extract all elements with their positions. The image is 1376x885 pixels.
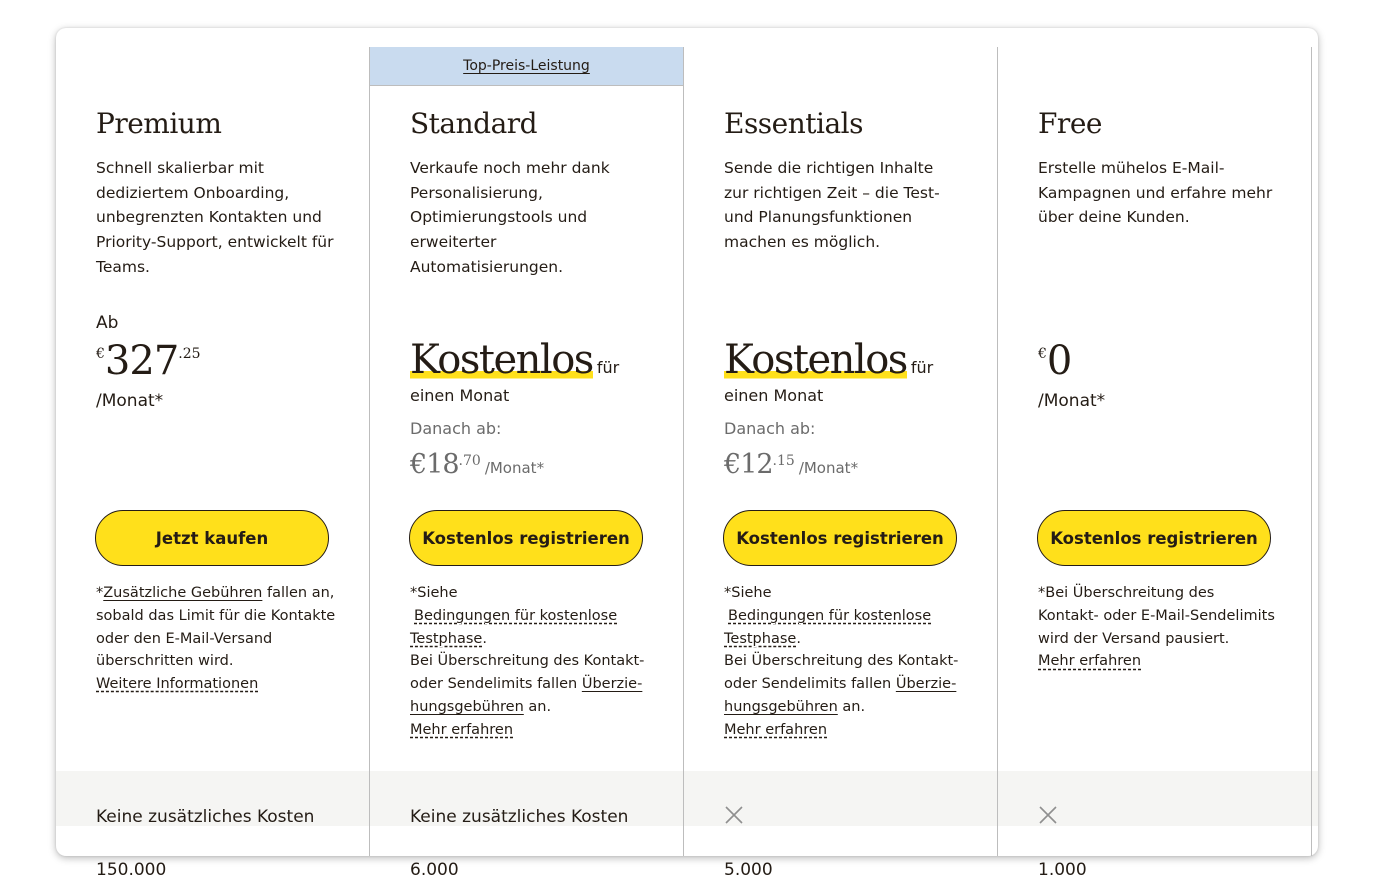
after-currency: €: [724, 449, 741, 480]
fine-print-text: fallen an, sobald das Limit für die Kontakte oder den E-Mail-Versand überschritten wird.: [96, 585, 336, 670]
overage-fees-link[interactable]: Überzie-hungsgebühren: [410, 676, 643, 715]
fine-print-text-end: an.: [842, 698, 866, 715]
additional-fees-link[interactable]: Zusätzliche Gebühren: [103, 585, 263, 601]
free-word: Kostenlos: [410, 337, 593, 383]
free-trial-price: [724, 337, 933, 383]
plan-column-free: [997, 47, 1312, 880]
price-main: 327: [104, 338, 179, 384]
contacts-count: 150.000: [96, 860, 167, 880]
fine-print-star: *Siehe: [410, 585, 458, 601]
price-period: /Monat*: [96, 391, 164, 411]
after-label: Danach ab:: [410, 419, 502, 438]
free-suffix: für: [596, 358, 620, 377]
plan-column-standard: [369, 47, 683, 880]
fine-print-text: *Bei Überschreitung des Kontakt- oder E-Mail-Sendelimits wird der Versand pausiert.: [1038, 585, 1275, 647]
fine-print-star: *Siehe: [724, 585, 772, 601]
banner-label: Top-Preis-Leistung: [463, 58, 590, 74]
plan-column-premium: [56, 47, 369, 880]
price-prefix: Ab: [96, 313, 119, 333]
register-free-button[interactable]: Kostenlos registrieren: [409, 510, 643, 566]
buy-now-button[interactable]: Jetzt kaufen: [95, 510, 329, 566]
contacts-count: 1.000: [1038, 860, 1087, 880]
after-label: Danach ab:: [724, 419, 816, 438]
plan-fine-print: [96, 582, 341, 696]
after-price: [410, 449, 544, 480]
plan-fine-print: *Siehe Bedingungen für kostenlose Testphase. Bei Überschreitung des Kontakt- oder Sendelimits fallen Überzie-hungsgebühren an. Mehr erfahren: [410, 585, 645, 738]
plan-fine-print: *Siehe Bedingungen für kostenlose Testphase. Bei Überschreitung des Kontakt- oder Sendelimits fallen Überzie-hungsgebühren an. Mehr erfahren: [724, 585, 959, 738]
fine-print-text: Bei Überschreitung des Kontakt- oder Sendelimits fallen: [724, 653, 959, 693]
learn-more-link[interactable]: Mehr erfahren: [410, 721, 514, 738]
top-value-banner: [370, 47, 683, 86]
after-price: [724, 449, 858, 480]
register-free-button[interactable]: Kostenlos registrieren: [723, 510, 957, 566]
price-period: /Monat*: [1038, 391, 1106, 411]
price-currency: €: [1038, 346, 1047, 362]
feature-extra-costs: Keine zusätzliches Kosten: [410, 807, 629, 827]
fine-print-text-end: an.: [528, 698, 552, 715]
overage-fees-link[interactable]: Überzie-hungsgebühren: [724, 676, 957, 715]
plan-name: Standard: [410, 107, 538, 140]
learn-more-link[interactable]: Mehr erfahren: [724, 721, 828, 738]
x-icon: [1038, 805, 1058, 825]
contacts-count: 6.000: [410, 860, 459, 880]
plan-column-essentials: [683, 47, 997, 880]
register-free-button[interactable]: Kostenlos registrieren: [1037, 510, 1271, 566]
after-period: /Monat*: [484, 459, 545, 477]
more-info-link[interactable]: Weitere Informationen: [96, 676, 259, 693]
plan-price: [96, 338, 201, 384]
plan-description: Schnell skalierbar mit dediziertem Onboarding, unbegrenzten Kontakten und Priority-Support, entwickelt für Teams.: [96, 159, 334, 276]
free-period: einen Monat: [724, 386, 824, 405]
contacts-count: 5.000: [724, 860, 773, 880]
after-main: 12: [740, 449, 773, 480]
fine-print-text: Bei Überschreitung des Kontakt- oder Sendelimits fallen: [410, 653, 645, 693]
price-main: 0: [1046, 338, 1072, 384]
plan-description: Verkaufe noch mehr dank Personalisierung, Optimierungstools und erweiterter Automatisierungen.: [410, 159, 610, 276]
after-period: /Monat*: [798, 459, 859, 477]
plan-name: Essentials: [724, 107, 864, 140]
pricing-table: [56, 28, 1318, 880]
after-cents: .15: [772, 453, 795, 469]
free-word: Kostenlos: [724, 337, 907, 383]
free-period: einen Monat: [410, 386, 510, 405]
learn-more-link[interactable]: Mehr erfahren: [1038, 653, 1142, 670]
plan-description: Sende die richtigen Inhalte zur richtigen Zeit – die Test- und Planungsfunktionen machen es möglich.: [724, 159, 940, 252]
trial-terms-link[interactable]: Bedingungen für kostenlose Testphase: [410, 607, 618, 647]
plan-description: Erstelle mühelos E-Mail-Kampagnen und erfahre mehr über deine Kunden.: [1038, 159, 1273, 227]
after-main: 18: [426, 449, 459, 480]
after-cents: .70: [458, 453, 481, 469]
x-icon: [724, 805, 744, 825]
plan-fine-print: [1038, 582, 1278, 673]
fine-print-star: *: [96, 585, 104, 601]
free-trial-price: [410, 337, 619, 383]
price-cents: .25: [178, 346, 201, 362]
trial-terms-link[interactable]: Bedingungen für kostenlose Testphase: [724, 607, 932, 647]
plan-name: Premium: [96, 107, 222, 140]
after-currency: €: [410, 449, 427, 480]
free-suffix: für: [910, 358, 934, 377]
price-currency: €: [96, 346, 105, 362]
plan-name: Free: [1038, 107, 1102, 140]
plan-price: [1038, 338, 1071, 384]
feature-extra-costs: Keine zusätzliches Kosten: [96, 807, 315, 827]
